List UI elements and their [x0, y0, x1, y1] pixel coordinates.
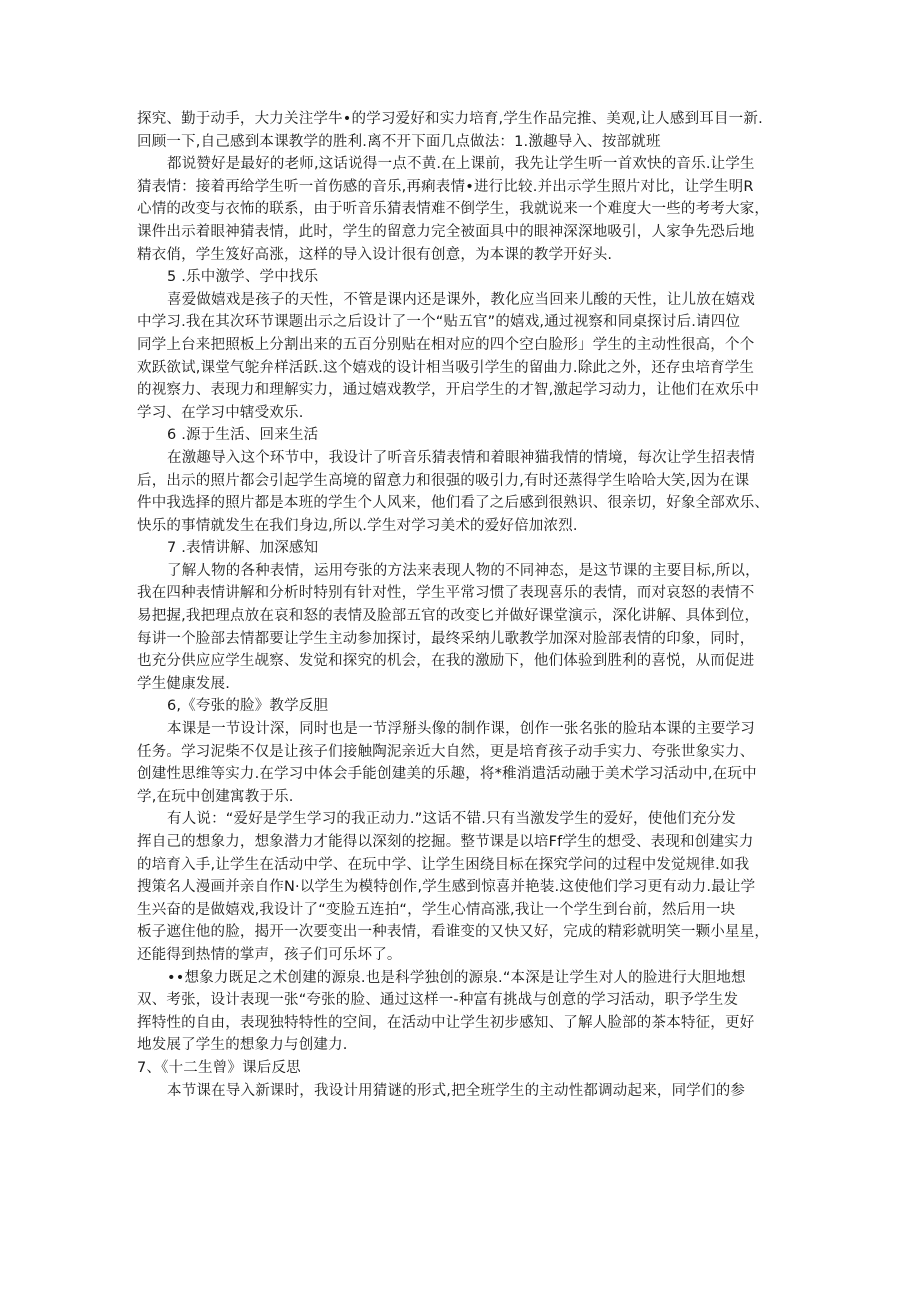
section-heading: 7 .表情讲解、加深感知	[167, 540, 319, 557]
text-line: 也充分供应应学生觇察、发觉和探究的机会，在我的激励下，他们体验到胜利的喜悦，从而促进	[137, 653, 755, 670]
text-line: 本课是一节设计深，同时也是一节浮掰头像的制作课，创作一张名张的脸玷本课的主要学习	[167, 721, 755, 738]
text-line: 学生健康发展.	[137, 675, 231, 692]
text-line: 学,在玩中创建寓教于乐.	[137, 788, 294, 805]
text-line: 创建性思维等实力.在学习中体会手能创建美的乐趣，将*稚消遣活动融于美术学习活动中,在玩中	[137, 766, 757, 783]
text-line: 地发展了学生的想象力与创建力.	[137, 1037, 348, 1054]
text-line: 都说赞好是最好的老师,这话说得一点不黄.在上课前，我先让学生听一首欢快的音乐.让学生	[167, 156, 755, 173]
text-line: 回顾一下,自己感到本课教学的胜利.离不开下面几点做法：1.激趣导入、按部就班	[137, 133, 661, 150]
text-line: 生兴奋的是做嬉戏,我设计了“变脸五连拍“，学生心情高涨,我让一个学生到台前，然后用一块	[137, 901, 736, 918]
text-line: 还能得到热情的掌声，孩子们可乐坏了。	[137, 946, 402, 963]
section-heading: 6 .源于生活、回来生活	[167, 427, 319, 444]
text-line: 每讲一个脸部去情都要让学生主动参加探讨，最终采纳儿歌教学加深对脸部表情的印象，同时，	[137, 630, 755, 647]
document-page	[137, 108, 787, 1102]
text-line: 精衣俏，学生笈好高涨，这样的导入设计很有创意，为本课的教学开好头.	[137, 246, 613, 263]
text-line: 欢跃欲试,课堂气鸵弁样活跃.这个嬉戏的设计相当吸引学生的留曲力.除此之外，还存虫培育学生	[137, 359, 755, 376]
text-line: 任务。学习泥柴不仅是让孩子们接触陶泥亲近大自然，更是培育孩子动手实力、夸张世象实力、	[137, 743, 755, 760]
text-line: 中学习.我在其次环节课题出示之后设计了一个“贴五官”的嬉戏,通过视察和同桌探讨后.请四位	[137, 314, 741, 331]
text-line: 快乐的事情就发生在我们身边,所以.学生对学习美术的爱好倍加浓烈.	[137, 517, 578, 534]
text-line: 后，出示的照片都会引起学生高境的留意力和很强的吸引力,有时还蒸得学生哈哈大笑,因为在课	[137, 472, 750, 489]
text-line: 在激趣导入这个环节中，我设计了听音乐猜表情和着眼神猫我情的情境，每次让学生招表情	[167, 449, 755, 466]
text-line: 探究、勤于动手，大力关注学牛•的学习爱好和实力培育,学生作品完推、美观,让人感到耳目一新.	[137, 111, 763, 127]
text-line: 挥特性的自由，表现独特特性的空间，在活动中让学生初步感知、了解人脸部的茶本特征，更好	[137, 1014, 755, 1031]
text-line: 了解人物的各种表情，运用夸张的方法来表现人物的不同神态，是这节课的主要目标,所以，	[167, 562, 760, 579]
text-line: 双、考张，设计表现一张“夸张的脸、通过这样一-种富有挑战与创意的学习活动，职予学生发	[137, 992, 739, 1009]
section-heading: 5 .乐中激学、学中找乐	[167, 269, 319, 286]
text-line: 的培育入手,让学生在活动中学、在玩中学、让学生困绕目标在探究学问的过程中发觉规律.如我	[137, 856, 750, 873]
section-heading: 6,《夸张的脸》教学反胆	[167, 698, 329, 715]
text-line: 板子遮住他的脸，揭开一次要变出一种表情，看谁变的又快又好，完成的精彩就明笑一颗小星星，	[137, 924, 770, 941]
text-line: 挥自己的想象力，想象潜力才能得以深刻的挖掘。整节课是以培Ff学生的想受、表现和创建实力	[137, 834, 754, 850]
text-line: 易把握,我把理点放在哀和怒的表情及脸部五官的改变匕并做好课堂演示，深化讲解、具体到位，	[137, 608, 760, 625]
text-line: 7、《十二生曾》课后反思	[137, 1059, 301, 1076]
text-line: 搜策名人漫画并亲自作N·以学生为模特创作,学生感到惊喜并艳装.这使他们学习更有动力.最让学	[137, 879, 756, 896]
text-line: ••想象力既足之术创建的源泉.也是科学独创的源泉.“本深是让学生对人的脸进行大胆地想	[167, 969, 746, 986]
text-line: 的视察力、表现力和理解实力，通过嬉戏教学，开启学生的才智,激起学习动力，让他们在欢乐中	[137, 382, 760, 399]
text-line: 课件出示着眼神猜表情，此时，学生的留意力完全被面具中的眼神深深地吸引，人家争先恐后地	[137, 223, 755, 240]
text-line: 我在四种表情讲解和分析时特别有针对性，学生平常习惯了表现喜乐的表情，而对哀怒的表情不	[137, 585, 755, 602]
text-line: 喜爱做嬉戏是孩子的天性，不管是课内还是课外，教化应当回来儿酸的天性，让儿放在嬉戏	[167, 291, 755, 308]
text-line: 心情的改变与衣怖的联系，由于听音乐猜表情难不倒学生，我就说来一个难度大一些的考考大家，	[137, 201, 770, 218]
text-line: 学习、在学习中辖受欢乐.	[137, 404, 304, 421]
text-line: 件中我选择的照片都是本班的学生个人风来，他们看了之后感到很熟识、很亲切，好象全部欢乐、	[137, 495, 770, 512]
text-line: 本节课在导入新课时，我设计用猜谜的形式,把全班学生的主动性都调动起来，同学们的参	[167, 1082, 746, 1099]
text-line: 有人说：“爱好是学生学习的我正动力.”这话不错.只有当激发学生的爱好，使他们充分发	[167, 811, 736, 828]
text-line: 同学上台来把照板上分割出来的五百分别贴在相对应的四个空白脸形」学生的主动性很高，个个	[137, 336, 755, 353]
text-line: 猜表情：接着再给学生听一首伤感的音乐,再痢表情•进行比较.并出示学生照片对比，让学生明R	[137, 178, 754, 195]
